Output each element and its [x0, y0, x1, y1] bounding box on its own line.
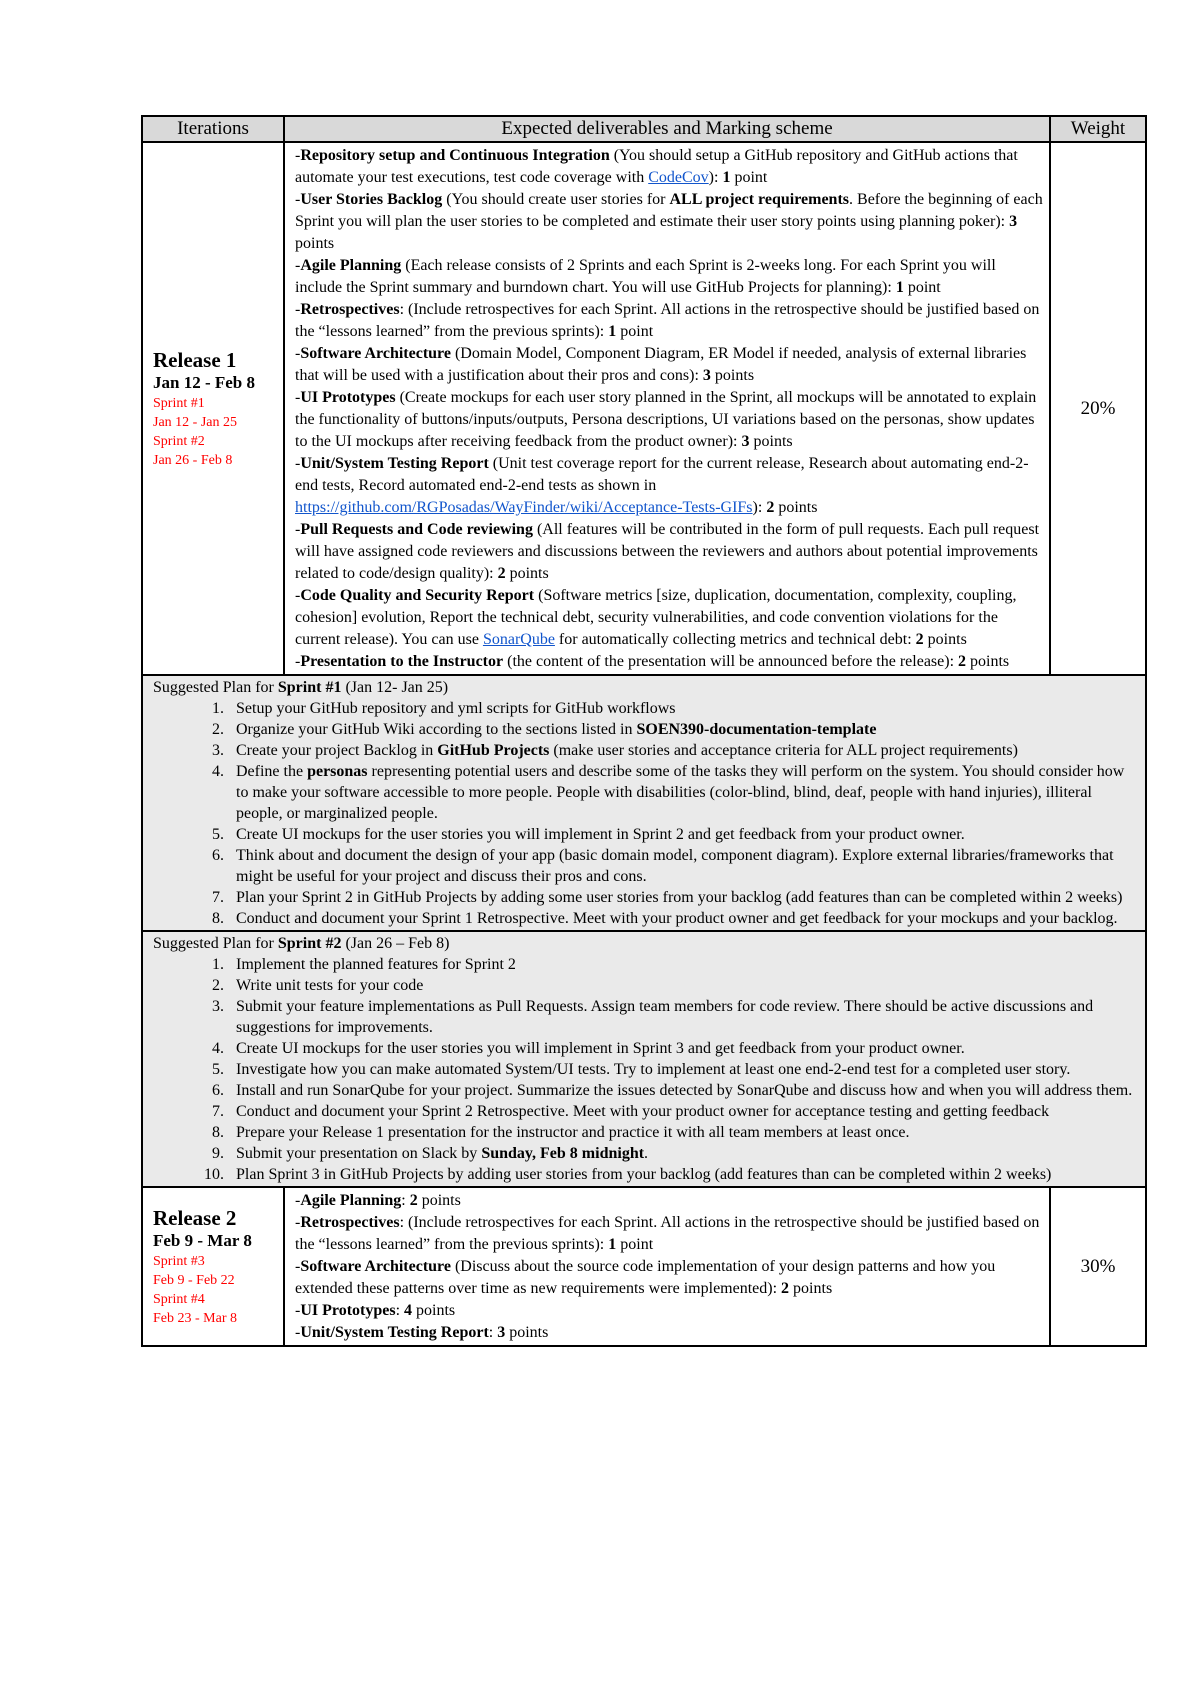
deliverable-item: -Code Quality and Security Report (Software metrics [size, duplication, documentation, complexity, coupling, cohesion] evolution, Report the technical debt, security vulnerabilities, and code convention violations for the current release). You can use SonarQube for automatically collecting metrics and technical debt: 2 points — [295, 587, 1017, 648]
deliverable-desc: : — [401, 1192, 410, 1209]
deliverable-name: UI Prototypes — [300, 1302, 396, 1319]
deliverable-desc: : (Include retrospectives for each Sprint. All actions in the retrospective should be justified based on the “lessons learned” from the previous sprints): — [295, 1214, 1040, 1253]
deliverable-name: UI Prototypes — [300, 389, 396, 406]
plan-item — [228, 698, 1139, 719]
deliverable-desc: (the content of the presentation will be announced before the release): — [503, 653, 959, 670]
deliverable-name: Pull Requests and Code reviewing — [300, 521, 533, 538]
deliverable-name: Software Architecture — [300, 1258, 451, 1275]
sprint-3-label: Sprint #3 — [153, 1253, 205, 1269]
deliverable-points: 3 — [1009, 213, 1018, 230]
deliverable-points-unit: points — [505, 1324, 549, 1341]
plan-item — [228, 954, 1139, 975]
deliverable-points-unit: point — [616, 323, 654, 340]
plan-item — [228, 1038, 1139, 1059]
plan-item-emphasis: personas — [307, 763, 368, 780]
release-2-row — [142, 1187, 1146, 1346]
deliverable-points-unit: points — [417, 1192, 461, 1209]
release-1-title: Release 1 — [153, 347, 237, 372]
plan-item — [228, 845, 1139, 887]
deliverable-points-unit: points — [749, 433, 793, 450]
deliverable-desc: (You should setup a GitHub repository and GitHub actions that automate your test executions, test code coverage with — [295, 147, 1018, 186]
deliverable-points-unit: point — [730, 169, 768, 186]
plan-item — [228, 740, 1139, 761]
deliverable-item: -UI Prototypes: 4 points — [295, 1302, 456, 1319]
deliverable-points-unit: points — [774, 499, 818, 516]
plan-item-emphasis: SOEN390-documentation-template — [636, 721, 877, 738]
deliverable-points: 2 — [915, 631, 924, 648]
deliverable-points-unit: points — [966, 653, 1010, 670]
deliverable-item: -Software Architecture (Domain Model, Component Diagram, ER Model if needed, analysis of external libraries that will be used with a justification about their pros and cons): 3 points — [295, 345, 1027, 384]
plan-item — [228, 1059, 1139, 1080]
deliverable-desc: : — [395, 1302, 405, 1319]
deliverable-desc: : (Include retrospectives for each Sprint. All actions in the retrospective should be justified based on the “lessons learned” from the previous sprints): — [295, 301, 1040, 340]
deliverable-desc: (Create mockups for each user story planned in the Sprint, all mockups will be annotated to explain the functionality of buttons/inputs/outputs, Persona descriptions, UI variations based on the personas, show updates to the UI mockups after receiving feedback from the product owner): — [295, 389, 1037, 450]
deliverable-name: User Stories Backlog — [300, 191, 443, 208]
plan-item-text: Conduct and document your Sprint 1 Retrospective. Meet with your product owner and get feedback for your mockups and your backlog. — [236, 910, 1118, 927]
deliverable-name: Repository setup and Continuous Integration — [300, 147, 610, 164]
deliverable-name: Retrospectives — [300, 301, 400, 318]
marking-scheme-table — [141, 115, 1147, 1347]
plan-item — [228, 887, 1139, 908]
deliverable-points-unit: points — [923, 631, 967, 648]
deliverable-name: Presentation to the Instructor — [300, 653, 504, 670]
deliverable-link[interactable]: SonarQube — [482, 631, 555, 648]
plan-item-text: Submit your feature implementations as Pull Requests. Assign team members for code review. There should be active discussions and suggestions for improvements. — [236, 998, 1094, 1036]
deliverable-item: -Retrospectives: (Include retrospectives for each Sprint. All actions in the retrospective should be justified based on the “lessons learned” from the previous sprints): 1 point — [295, 301, 1040, 340]
deliverable-points: 2 — [766, 499, 775, 516]
plan-item — [228, 996, 1139, 1038]
release-1-cell — [142, 142, 284, 675]
plan-item — [228, 719, 1139, 740]
release-1-row — [142, 142, 1146, 675]
deliverable-points: 1 — [608, 323, 617, 340]
sprint-1-plan-heading: Suggested Plan for Sprint #1 (Jan 12- Jan 25) — [153, 679, 449, 696]
header-deliverables: Expected deliverables and Marking scheme — [284, 116, 1050, 142]
plan-item-text-cont: representing potential users and describe some of the tasks they will perform on the system. You should consider how to make your software accessible to more people. People with disabilities (color-blind, blind, deaf, people with hand injuries), illiteral people, or marginalized people. — [236, 763, 1125, 822]
deliverable-name: Code Quality and Security Report — [300, 587, 535, 604]
sprint-2-dates: Jan 26 - Feb 8 — [153, 452, 233, 468]
plan-item — [228, 1101, 1139, 1122]
deliverable-item: -Pull Requests and Code reviewing (All features will be contributed in the form of pull requests. Each pull request will have assigned code reviewers and discussions between the reviewers and authors about potential improvements related to code/design quality): 2 points — [295, 521, 1040, 582]
deliverable-name: Unit/System Testing Report — [300, 1324, 489, 1341]
plan-item-text: Define the — [236, 763, 308, 780]
deliverable-item: -Unit/System Testing Report: 3 points — [295, 1324, 549, 1341]
sprint-3-dates: Feb 9 - Feb 22 — [153, 1272, 235, 1288]
plan-item — [228, 1080, 1139, 1101]
plan-item — [228, 1164, 1139, 1185]
deliverable-points: 1 — [895, 279, 904, 296]
deliverable-link[interactable]: https://github.com/RGPosadas/WayFinder/wiki/Acceptance-Tests-GIFs — [295, 499, 753, 516]
sprint-2-plan-row — [142, 931, 1146, 1187]
plan-item — [228, 824, 1139, 845]
plan-item-emphasis: Sunday, Feb 8 midnight — [481, 1145, 645, 1162]
plan-item-text: Create your project Backlog in — [236, 742, 438, 759]
plan-item — [228, 1122, 1139, 1143]
deliverable-item: -User Stories Backlog (You should create user stories for ALL project requirements. Before the beginning of each Sprint you will plan the user stories to be completed and estimate their user story points using planning poker): 3 points — [295, 191, 1043, 252]
plan-item-text-cont: . — [644, 1145, 649, 1162]
deliverable-item: -Agile Planning (Each release consists of 2 Sprints and each Sprint is 2-weeks long. For each Sprint you will include the Sprint summary and burndown chart. You will use GitHub Projects for planning): 1 point — [295, 257, 996, 296]
plan-item — [228, 975, 1139, 996]
header-row — [142, 116, 1146, 142]
release-2-dates: Feb 9 - Mar 8 — [153, 1230, 252, 1250]
sprint-2-plan-heading: Suggested Plan for Sprint #2 (Jan 26 – Feb 8) — [153, 935, 450, 952]
deliverable-desc: (Software metrics [size, duplication, documentation, complexity, coupling, cohesion] evolution, Report the technical debt, security vulnerabilities, and code convention violations for the current release). You can use — [295, 587, 1017, 648]
deliverable-points-unit: points — [505, 565, 549, 582]
deliverable-points: 4 — [404, 1302, 413, 1319]
deliverable-points: 3 — [497, 1324, 506, 1341]
deliverable-desc-cont: ): — [708, 169, 723, 186]
deliverable-name: Unit/System Testing Report — [300, 455, 489, 472]
sprint-2-plan-list — [153, 954, 1139, 1185]
deliverable-points-unit: points — [295, 235, 335, 252]
deliverable-name: Retrospectives — [300, 1214, 400, 1231]
sprint-1-plan-list — [153, 698, 1139, 929]
deliverable-desc: (All features will be contributed in the form of pull requests. Each pull request will have assigned code reviewers and discussions between the reviewers and authors about potential improvements related to code/design quality): — [295, 521, 1040, 582]
plan-item-text: Think about and document the design of your app (basic domain model, component diagram). Explore external libraries/frameworks that might be useful for your project and discuss their pros and cons. — [236, 847, 1114, 885]
plan-item-text: Investigate how you can make automated System/UI tests. Try to implement at least one end-2-end test for a completed user story. — [236, 1061, 1071, 1078]
release-2-title: Release 2 — [153, 1205, 237, 1230]
plan-item-text: Install and run SonarQube for your project. Summarize the issues detected by SonarQube and discuss how and when you will address them. — [236, 1082, 1133, 1099]
plan-item-text: Implement the planned features for Sprint 2 — [236, 956, 516, 973]
release-2-weight: 30% — [1050, 1187, 1146, 1346]
deliverable-emphasis: ALL project requirements — [669, 191, 850, 208]
plan-item-text: Conduct and document your Sprint 2 Retrospective. Meet with your product owner for acceptance testing and getting feedback — [236, 1103, 1050, 1120]
deliverable-item: -Unit/System Testing Report (Unit test coverage report for the current release, Research about automating end-2-end tests, Record automated end-2-end tests as shown in https://github.com/RGPosadas/WayFinder/wiki/Acceptance-Tests-GIFs): 2 points — [295, 455, 1029, 516]
deliverable-name: Agile Planning — [300, 257, 402, 274]
plan-item-text: Write unit tests for your code — [236, 977, 424, 994]
header-iterations: Iterations — [142, 116, 284, 142]
deliverable-item: -Repository setup and Continuous Integration (You should setup a GitHub repository and GitHub actions that automate your test executions, test code coverage with CodeCov): 1 point — [295, 147, 1018, 186]
sprint-1-label: Sprint #1 — [153, 395, 205, 411]
deliverable-points: 3 — [702, 367, 711, 384]
sprint-4-label: Sprint #4 — [153, 1291, 205, 1307]
deliverable-points: 2 — [781, 1280, 790, 1297]
release-1-deliverables — [284, 142, 1050, 675]
plan-item-text: Setup your GitHub repository and yml scripts for GitHub workflows — [236, 700, 676, 717]
plan-item-text: Organize your GitHub Wiki according to the sections listed in — [236, 721, 637, 738]
deliverable-desc-cont: ): — [752, 499, 767, 516]
sprint-2-plan — [142, 931, 1146, 1187]
deliverable-points: 2 — [497, 565, 506, 582]
deliverable-desc-cont: . Before the beginning of each Sprint you will plan the user stories to be completed and estimate their user story points using planning poker): — [295, 191, 1043, 230]
deliverable-name: Agile Planning — [300, 1192, 402, 1209]
deliverable-points: 1 — [722, 169, 731, 186]
plan-item-text: Submit your presentation on Slack by — [236, 1145, 482, 1162]
deliverable-desc: (You should create user stories for — [442, 191, 670, 208]
plan-item — [228, 908, 1139, 929]
plan-item-text: Prepare your Release 1 presentation for the instructor and practice it with all team members at least once. — [236, 1124, 910, 1141]
deliverable-item: -UI Prototypes (Create mockups for each user story planned in the Sprint, all mockups will be annotated to explain the functionality of buttons/inputs/outputs, Persona descriptions, UI variations based on the personas, show updates to the UI mockups after receiving feedback from the product owner): 3 points — [295, 389, 1037, 450]
deliverable-points: 3 — [741, 433, 750, 450]
deliverable-points-unit: point — [903, 279, 941, 296]
plan-item — [228, 761, 1139, 824]
plan-item-text: Create UI mockups for the user stories you will implement in Sprint 2 and get feedback from your product owner. — [236, 826, 965, 843]
release-1-dates: Jan 12 - Feb 8 — [153, 372, 255, 392]
deliverable-desc: (Discuss about the source code implementation of your design patterns and how you extended these patterns over time as new requirements were implemented): — [295, 1258, 996, 1297]
deliverable-points-unit: points — [789, 1280, 833, 1297]
release-2-deliverables — [284, 1187, 1050, 1346]
plan-item-text: Create UI mockups for the user stories you will implement in Sprint 3 and get feedback from your product owner. — [236, 1040, 965, 1057]
deliverable-points-unit: points — [412, 1302, 456, 1319]
sprint-4-dates: Feb 23 - Mar 8 — [153, 1310, 237, 1326]
release-2-cell — [142, 1187, 284, 1346]
deliverable-desc: (Each release consists of 2 Sprints and each Sprint is 2-weeks long. For each Sprint you will include the Sprint summary and burndown chart. You will use GitHub Projects for planning): — [295, 257, 996, 296]
deliverable-desc-cont: for automatically collecting metrics and technical debt: — [554, 631, 916, 648]
deliverable-points-unit: point — [616, 1236, 654, 1253]
header-weight: Weight — [1050, 116, 1146, 142]
deliverable-desc: (Unit test coverage report for the current release, Research about automating end-2-end tests, Record automated end-2-end tests as shown in — [295, 455, 1029, 494]
deliverable-points: 2 — [958, 653, 967, 670]
deliverable-desc: : — [488, 1324, 498, 1341]
sprint-1-dates: Jan 12 - Jan 25 — [153, 414, 237, 430]
deliverable-name: Software Architecture — [300, 345, 451, 362]
deliverable-desc: (Domain Model, Component Diagram, ER Model if needed, analysis of external libraries that will be used with a justification about their pros and cons): — [295, 345, 1027, 384]
plan-item-emphasis: GitHub Projects — [437, 742, 550, 759]
deliverable-item: -Agile Planning: 2 points — [295, 1192, 461, 1209]
plan-item-text: Plan Sprint 3 in GitHub Projects by adding user stories from your backlog (add features than can be completed within 2 weeks) — [236, 1166, 1052, 1183]
deliverable-points: 1 — [608, 1236, 617, 1253]
release-1-weight: 20% — [1050, 142, 1146, 675]
deliverable-points: 2 — [409, 1192, 418, 1209]
deliverable-item: -Retrospectives: (Include retrospectives for each Sprint. All actions in the retrospective should be justified based on the “lessons learned” from the previous sprints): 1 point — [295, 1214, 1040, 1253]
deliverable-item: -Presentation to the Instructor (the content of the presentation will be announced before the release): 2 points — [295, 653, 1010, 670]
sprint-1-plan-row — [142, 675, 1146, 931]
plan-item — [228, 1143, 1139, 1164]
deliverable-link[interactable]: CodeCov — [648, 169, 709, 186]
sprint-2-label: Sprint #2 — [153, 433, 205, 449]
deliverable-item: -Software Architecture (Discuss about the source code implementation of your design patterns and how you extended these patterns over time as new requirements were implemented): 2 points — [295, 1258, 996, 1297]
sprint-1-plan — [142, 675, 1146, 931]
plan-item-text-cont: (make user stories and acceptance criteria for ALL project requirements) — [549, 742, 1018, 759]
deliverable-points-unit: points — [710, 367, 755, 384]
plan-item-text: Plan your Sprint 2 in GitHub Projects by adding some user stories from your backlog (add features than can be completed within 2 weeks) — [236, 889, 1123, 906]
